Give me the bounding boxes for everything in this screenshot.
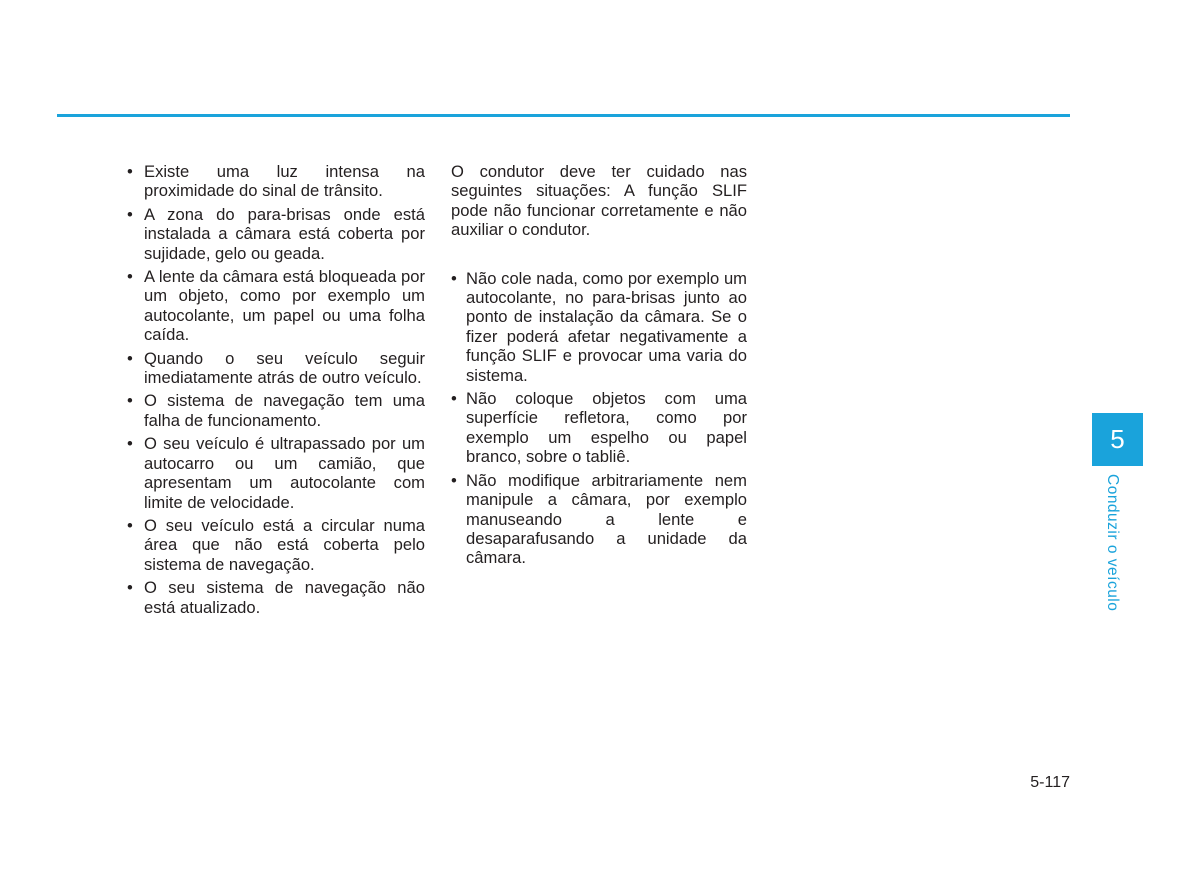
bullet-icon: • (127, 348, 133, 368)
right-column (451, 162, 747, 572)
list-item-text: O seu veículo é ultrapassado por um autocarro ou um camião, que apresentam um autocolante com limite de velocidade. (144, 434, 425, 512)
list-item (451, 269, 747, 385)
right-bullet-list (451, 269, 747, 568)
bullet-icon: • (127, 162, 133, 181)
list-item-text: Existe uma luz intensa na proximidade do sinal de trânsito. (144, 162, 425, 201)
chapter-number-tab: 5 (1092, 413, 1143, 466)
list-item-text: Não coloque objetos com uma superfície refletora, como por exemplo um espelho ou papel branco, sobre o tabliê. (466, 389, 747, 467)
bullet-icon: • (127, 434, 133, 454)
list-item (451, 471, 747, 568)
list-item (127, 516, 425, 574)
bullet-icon: • (127, 515, 133, 535)
list-item-text: Quando o seu veículo seguir imediatamente atrás de outro veículo. (144, 348, 425, 388)
list-item (451, 389, 747, 467)
bullet-icon: • (451, 268, 457, 288)
page-number: 5-117 (1030, 774, 1070, 791)
chapter-title: Conduzir o veículo (1104, 474, 1121, 612)
list-item-text: Não modifique arbitrariamente nem manipule a câmara, por exemplo manuseando a lente e desaparafusando a unidade da câmara. (466, 470, 747, 568)
left-bullet-list (127, 162, 425, 617)
list-item-text: A lente da câmara está bloqueada por um objeto, como por exemplo um autocolante, um papel ou uma folha caída. (144, 267, 425, 345)
list-item (127, 267, 425, 345)
bullet-icon: • (451, 470, 457, 490)
list-item-text: A zona do para-brisas onde está instalada a câmara está coberta por sujidade, gelo ou geada. (144, 204, 425, 263)
list-item (127, 578, 425, 617)
list-item-text: O seu sistema de navegação não está atualizado. (144, 578, 425, 617)
list-item (127, 349, 425, 388)
bullet-icon: • (127, 267, 133, 287)
list-item (127, 162, 425, 201)
list-item-text: Não cole nada, como por exemplo um autocolante, no para-brisas junto ao ponto de instalação da câmara. Se o fizer poderá afetar negativamente a função SLIF e provocar uma varia do sistema. (466, 268, 747, 385)
intro-paragraph: O condutor deve ter cuidado nas seguintes situações: A função SLIF pode não funcionar corretamente e não auxiliar o condutor. (451, 162, 747, 240)
bullet-icon: • (451, 389, 457, 409)
bullet-icon: • (127, 391, 133, 411)
bullet-icon: • (127, 204, 133, 224)
list-item (127, 205, 425, 263)
header-rule (57, 114, 1070, 117)
bullet-icon: • (127, 578, 133, 598)
list-item-text: O seu veículo está a circular numa área que não está coberta pelo sistema de navegação. (144, 515, 425, 574)
left-column (127, 162, 425, 621)
list-item (127, 391, 425, 430)
list-item (127, 434, 425, 512)
list-item-text: O sistema de navegação tem uma falha de funcionamento. (144, 391, 425, 430)
